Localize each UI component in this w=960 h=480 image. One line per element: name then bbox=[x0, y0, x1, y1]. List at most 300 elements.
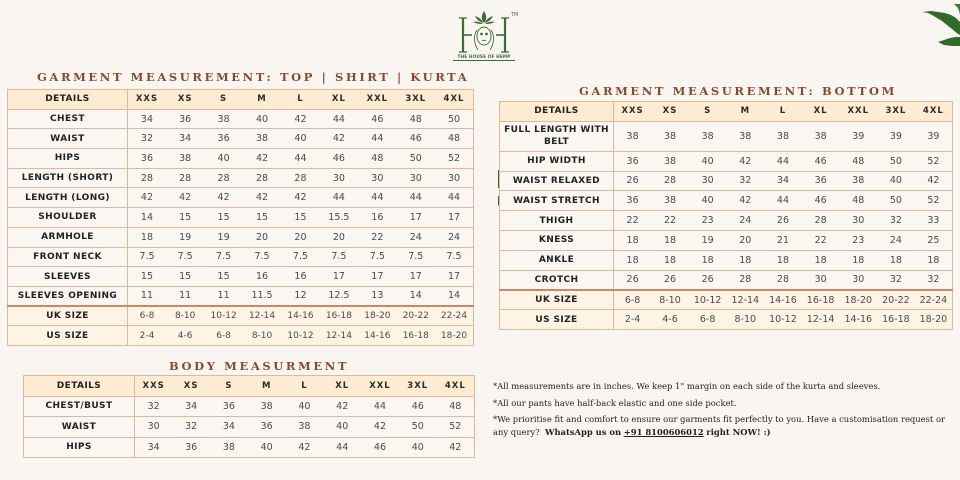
cell-value: 30 bbox=[435, 168, 474, 188]
cell-value: 38 bbox=[614, 121, 652, 151]
cell-value: 44 bbox=[320, 188, 358, 208]
table-row bbox=[8, 267, 474, 287]
cell-value: 24 bbox=[435, 227, 474, 247]
column-header: XS bbox=[172, 376, 210, 397]
cell-value: 42 bbox=[915, 171, 953, 191]
row-label: UK SIZE bbox=[500, 290, 614, 310]
cell-value: 30 bbox=[320, 168, 358, 188]
cell-value: 12.5 bbox=[320, 286, 358, 306]
cell-value: 34 bbox=[764, 171, 802, 191]
column-header: XXL bbox=[358, 90, 396, 110]
column-header: 4XL bbox=[437, 376, 475, 397]
cell-value: 6-8 bbox=[204, 326, 242, 346]
table-row bbox=[8, 286, 474, 306]
cell-value: 16 bbox=[243, 267, 281, 287]
cell-value: 18-20 bbox=[435, 326, 474, 346]
brand-logo bbox=[453, 8, 519, 64]
cell-value: 15 bbox=[204, 267, 242, 287]
cell-value: 22 bbox=[358, 227, 396, 247]
cell-value: 42 bbox=[726, 151, 764, 171]
cell-value: 18 bbox=[726, 250, 764, 270]
cell-value: 40 bbox=[689, 191, 727, 211]
table-row bbox=[8, 247, 474, 267]
size-conversion-row bbox=[500, 290, 953, 310]
cell-value: 42 bbox=[437, 437, 475, 458]
cell-value: 44 bbox=[435, 188, 474, 208]
cell-value: 38 bbox=[243, 129, 281, 149]
cell-value: 28 bbox=[764, 270, 802, 290]
cell-value: 18 bbox=[614, 250, 652, 270]
cell-value: 15.5 bbox=[320, 208, 358, 228]
cell-value: 6-8 bbox=[128, 306, 166, 326]
hemp-leaf-icon bbox=[914, 4, 960, 46]
cell-value: 7.5 bbox=[397, 247, 435, 267]
cell-value: 46 bbox=[361, 437, 399, 458]
cell-value: 14 bbox=[128, 208, 166, 228]
cell-value: 30 bbox=[839, 211, 877, 231]
table-header-row bbox=[8, 90, 474, 110]
cell-value: 30 bbox=[689, 171, 727, 191]
cell-value: 17 bbox=[397, 208, 435, 228]
cell-value: 48 bbox=[839, 151, 877, 171]
bottom-table-body bbox=[500, 121, 953, 329]
cell-value: 38 bbox=[764, 121, 802, 151]
cell-value: 7.5 bbox=[435, 247, 474, 267]
column-header: XXL bbox=[839, 102, 877, 122]
cell-value: 46 bbox=[397, 129, 435, 149]
cell-value: 16-18 bbox=[802, 290, 840, 310]
cell-value: 14-16 bbox=[839, 310, 877, 330]
row-label: WAIST bbox=[24, 417, 135, 438]
cell-value: 52 bbox=[915, 151, 953, 171]
table-row bbox=[500, 151, 953, 171]
cell-value: 7.5 bbox=[358, 247, 396, 267]
table-row bbox=[500, 121, 953, 151]
cell-value: 4-6 bbox=[166, 326, 204, 346]
cell-value: 30 bbox=[397, 168, 435, 188]
cell-value: 38 bbox=[204, 109, 242, 129]
whatsapp-cta-suffix: right NOW! :) bbox=[706, 427, 771, 437]
table-row bbox=[8, 208, 474, 228]
cell-value: 12-14 bbox=[726, 290, 764, 310]
cell-value: 36 bbox=[128, 149, 166, 169]
row-label: HIPS bbox=[8, 149, 128, 169]
cell-value: 30 bbox=[358, 168, 396, 188]
cell-value: 38 bbox=[248, 396, 286, 417]
cell-value: 15 bbox=[243, 208, 281, 228]
cell-value: 36 bbox=[210, 396, 248, 417]
column-header: L bbox=[286, 376, 324, 397]
cell-value: 22-24 bbox=[435, 306, 474, 326]
cell-value: 33 bbox=[915, 211, 953, 231]
cell-value: 40 bbox=[248, 437, 286, 458]
cell-value: 14-16 bbox=[764, 290, 802, 310]
cell-value: 14 bbox=[435, 286, 474, 306]
cell-value: 14-16 bbox=[281, 306, 319, 326]
body-table-body bbox=[24, 396, 475, 458]
cell-value: 50 bbox=[399, 417, 437, 438]
cell-value: 39 bbox=[839, 121, 877, 151]
cell-value: 20-22 bbox=[397, 306, 435, 326]
cell-value: 12-14 bbox=[243, 306, 281, 326]
cell-value: 44 bbox=[358, 188, 396, 208]
row-label: ANKLE bbox=[500, 250, 614, 270]
top-measurement-table bbox=[7, 89, 474, 346]
cell-value: 34 bbox=[128, 109, 166, 129]
cell-value: 20 bbox=[281, 227, 319, 247]
cell-value: 38 bbox=[839, 171, 877, 191]
cell-value: 38 bbox=[651, 121, 689, 151]
column-header: L bbox=[764, 102, 802, 122]
cell-value: 40 bbox=[877, 171, 915, 191]
cell-value: 20 bbox=[726, 230, 764, 250]
cell-value: 28 bbox=[243, 168, 281, 188]
column-header: XS bbox=[651, 102, 689, 122]
cell-value: 16-18 bbox=[320, 306, 358, 326]
cell-value: 42 bbox=[281, 109, 319, 129]
table-row bbox=[500, 211, 953, 231]
cell-value: 44 bbox=[281, 149, 319, 169]
column-header: M bbox=[248, 376, 286, 397]
cell-value: 17 bbox=[435, 267, 474, 287]
row-label: LENGTH (LONG) bbox=[8, 188, 128, 208]
house-of-hemp-logo-icon bbox=[453, 8, 515, 54]
cell-value: 42 bbox=[361, 417, 399, 438]
table-header-row bbox=[500, 102, 953, 122]
cell-value: 16 bbox=[281, 267, 319, 287]
cell-value: 22 bbox=[651, 211, 689, 231]
cell-value: 18 bbox=[839, 250, 877, 270]
cell-value: 16-18 bbox=[877, 310, 915, 330]
cell-value: 42 bbox=[726, 191, 764, 211]
cell-value: 42 bbox=[204, 188, 242, 208]
cell-value: 40 bbox=[286, 396, 324, 417]
cell-value: 46 bbox=[802, 191, 840, 211]
table-row bbox=[500, 191, 953, 211]
column-header: XXS bbox=[135, 376, 173, 397]
table-row bbox=[8, 129, 474, 149]
cell-value: 46 bbox=[320, 149, 358, 169]
table-row bbox=[24, 396, 475, 417]
column-header: M bbox=[243, 90, 281, 110]
cell-value: 11.5 bbox=[243, 286, 281, 306]
row-label: FRONT NECK bbox=[8, 247, 128, 267]
column-header: XXS bbox=[128, 90, 166, 110]
cell-value: 39 bbox=[877, 121, 915, 151]
cell-value: 40 bbox=[204, 149, 242, 169]
cell-value: 15 bbox=[281, 208, 319, 228]
row-label: SLEEVES OPENING bbox=[8, 286, 128, 306]
body-measurement-table bbox=[23, 375, 475, 458]
row-label: HIP WIDTH bbox=[500, 151, 614, 171]
cell-value: 42 bbox=[243, 149, 281, 169]
cell-value: 38 bbox=[689, 121, 727, 151]
cell-value: 44 bbox=[361, 396, 399, 417]
body-measurement-title: BODY MEASURMENT bbox=[169, 359, 350, 373]
cell-value: 2-4 bbox=[614, 310, 652, 330]
cell-value: 38 bbox=[166, 149, 204, 169]
cell-value: 4-6 bbox=[651, 310, 689, 330]
cell-value: 28 bbox=[651, 171, 689, 191]
cell-value: 40 bbox=[399, 437, 437, 458]
cell-value: 7.5 bbox=[204, 247, 242, 267]
cell-value: 36 bbox=[248, 417, 286, 438]
cell-value: 30 bbox=[839, 270, 877, 290]
table-row bbox=[8, 188, 474, 208]
cell-value: 19 bbox=[689, 230, 727, 250]
cell-value: 48 bbox=[437, 396, 475, 417]
cell-value: 7.5 bbox=[320, 247, 358, 267]
size-conversion-row bbox=[500, 310, 953, 330]
cell-value: 50 bbox=[877, 191, 915, 211]
cell-value: 11 bbox=[128, 286, 166, 306]
cell-value: 18-20 bbox=[358, 306, 396, 326]
cell-value: 15 bbox=[166, 208, 204, 228]
column-header: M bbox=[726, 102, 764, 122]
cell-value: 38 bbox=[802, 121, 840, 151]
cell-value: 52 bbox=[437, 417, 475, 438]
cell-value: 18 bbox=[128, 227, 166, 247]
cell-value: 38 bbox=[210, 437, 248, 458]
cell-value: 32 bbox=[135, 396, 173, 417]
cell-value: 11 bbox=[166, 286, 204, 306]
cell-value: 46 bbox=[399, 396, 437, 417]
cell-value: 42 bbox=[286, 437, 324, 458]
cell-value: 14-16 bbox=[358, 326, 396, 346]
size-conversion-row bbox=[8, 306, 474, 326]
column-header: 3XL bbox=[397, 90, 435, 110]
cell-value: 17 bbox=[320, 267, 358, 287]
cell-value: 32 bbox=[877, 270, 915, 290]
cell-value: 6-8 bbox=[614, 290, 652, 310]
cell-value: 30 bbox=[135, 417, 173, 438]
column-header: DETAILS bbox=[8, 90, 128, 110]
cell-value: 18 bbox=[651, 250, 689, 270]
cell-value: 7.5 bbox=[128, 247, 166, 267]
column-header: XL bbox=[320, 90, 358, 110]
column-header: S bbox=[204, 90, 242, 110]
column-header: 3XL bbox=[399, 376, 437, 397]
bottom-measurement-table bbox=[499, 101, 953, 330]
cell-value: 24 bbox=[877, 230, 915, 250]
row-label: THIGH bbox=[500, 211, 614, 231]
table-row bbox=[500, 250, 953, 270]
cell-value: 24 bbox=[726, 211, 764, 231]
cell-value: 18-20 bbox=[915, 310, 953, 330]
cell-value: 26 bbox=[614, 270, 652, 290]
table-row bbox=[24, 417, 475, 438]
cell-value: 17 bbox=[397, 267, 435, 287]
cell-value: 44 bbox=[764, 151, 802, 171]
cell-value: 28 bbox=[128, 168, 166, 188]
cell-value: 18 bbox=[689, 250, 727, 270]
cell-value: 40 bbox=[689, 151, 727, 171]
cell-value: 18 bbox=[764, 250, 802, 270]
row-label: WAIST RELAXED bbox=[500, 171, 614, 191]
cell-value: 28 bbox=[166, 168, 204, 188]
cell-value: 8-10 bbox=[166, 306, 204, 326]
cell-value: 8-10 bbox=[651, 290, 689, 310]
cell-value: 44 bbox=[320, 109, 358, 129]
cell-value: 36 bbox=[802, 171, 840, 191]
cell-value: 48 bbox=[839, 191, 877, 211]
table-row bbox=[8, 227, 474, 247]
cell-value: 34 bbox=[172, 396, 210, 417]
cell-value: 48 bbox=[358, 149, 396, 169]
column-header: DETAILS bbox=[500, 102, 614, 122]
cell-value: 23 bbox=[689, 211, 727, 231]
cell-value: 39 bbox=[915, 121, 953, 151]
table-row bbox=[8, 168, 474, 188]
table-row bbox=[8, 149, 474, 169]
cell-value: 42 bbox=[281, 188, 319, 208]
cell-value: 36 bbox=[614, 151, 652, 171]
column-header: 4XL bbox=[435, 90, 474, 110]
cell-value: 7.5 bbox=[243, 247, 281, 267]
column-header: XL bbox=[802, 102, 840, 122]
cell-value: 10-12 bbox=[764, 310, 802, 330]
cell-value: 52 bbox=[915, 191, 953, 211]
cell-value: 20 bbox=[320, 227, 358, 247]
row-label: SLEEVES bbox=[8, 267, 128, 287]
note-fit bbox=[493, 413, 955, 439]
cell-value: 40 bbox=[243, 109, 281, 129]
cell-value: 19 bbox=[166, 227, 204, 247]
row-label: HIPS bbox=[24, 437, 135, 458]
table-row bbox=[24, 437, 475, 458]
column-header: 3XL bbox=[877, 102, 915, 122]
cell-value: 12-14 bbox=[320, 326, 358, 346]
row-label: US SIZE bbox=[8, 326, 128, 346]
brand-tagline: THE HOUSE OF HEMP bbox=[453, 55, 515, 61]
row-label: FULL LENGTH WITH BELT bbox=[500, 121, 614, 151]
cell-value: 17 bbox=[435, 208, 474, 228]
column-header: XXS bbox=[614, 102, 652, 122]
cell-value: 26 bbox=[689, 270, 727, 290]
size-conversion-row bbox=[8, 326, 474, 346]
cell-value: 13 bbox=[358, 286, 396, 306]
cell-value: 25 bbox=[915, 230, 953, 250]
cell-value: 18 bbox=[802, 250, 840, 270]
column-header: S bbox=[210, 376, 248, 397]
cell-value: 19 bbox=[204, 227, 242, 247]
table-row bbox=[500, 270, 953, 290]
row-label: CHEST/BUST bbox=[24, 396, 135, 417]
column-header: 4XL bbox=[915, 102, 953, 122]
row-label: ARMHOLE bbox=[8, 227, 128, 247]
cell-value: 26 bbox=[651, 270, 689, 290]
column-header: XS bbox=[166, 90, 204, 110]
cell-value: 36 bbox=[614, 191, 652, 211]
note-measurements: *All measurements are in inches. We keep 1" margin on each side of the kurta and sleeves. bbox=[493, 381, 881, 391]
row-label: LENGTH (SHORT) bbox=[8, 168, 128, 188]
cell-value: 7.5 bbox=[166, 247, 204, 267]
cell-value: 28 bbox=[281, 168, 319, 188]
cell-value: 15 bbox=[204, 208, 242, 228]
column-header: XXL bbox=[361, 376, 399, 397]
cell-value: 38 bbox=[726, 121, 764, 151]
cell-value: 46 bbox=[358, 109, 396, 129]
cell-value: 32 bbox=[726, 171, 764, 191]
cell-value: 36 bbox=[172, 437, 210, 458]
cell-value: 28 bbox=[204, 168, 242, 188]
cell-value: 48 bbox=[397, 109, 435, 129]
cell-value: 50 bbox=[435, 109, 474, 129]
row-label: WAIST STRETCH bbox=[500, 191, 614, 211]
cell-value: 42 bbox=[128, 188, 166, 208]
cell-value: 10-12 bbox=[204, 306, 242, 326]
cell-value: 50 bbox=[397, 149, 435, 169]
cell-value: 34 bbox=[135, 437, 173, 458]
cell-value: 8-10 bbox=[243, 326, 281, 346]
bottom-measurement-title: GARMENT MEASUREMENT: BOTTOM bbox=[579, 84, 897, 98]
row-label: US SIZE bbox=[500, 310, 614, 330]
cell-value: 32 bbox=[877, 211, 915, 231]
cell-value: 38 bbox=[651, 191, 689, 211]
cell-value: 38 bbox=[651, 151, 689, 171]
column-header: XL bbox=[323, 376, 361, 397]
whatsapp-cta-prefix: WhatsApp us on bbox=[545, 427, 622, 437]
cell-value: 8-10 bbox=[726, 310, 764, 330]
cell-value: 26 bbox=[764, 211, 802, 231]
cell-value: 34 bbox=[166, 129, 204, 149]
cell-value: 10-12 bbox=[689, 290, 727, 310]
whatsapp-phone-link[interactable]: +91 8100606012 bbox=[623, 427, 704, 437]
cell-value: 2-4 bbox=[128, 326, 166, 346]
cell-value: 42 bbox=[243, 188, 281, 208]
cell-value: 28 bbox=[726, 270, 764, 290]
cell-value: 48 bbox=[435, 129, 474, 149]
cell-value: 18 bbox=[915, 250, 953, 270]
column-header: DETAILS bbox=[24, 376, 135, 397]
row-label: UK SIZE bbox=[8, 306, 128, 326]
cell-value: 44 bbox=[358, 129, 396, 149]
cell-value: 22 bbox=[802, 230, 840, 250]
row-label: KNESS bbox=[500, 230, 614, 250]
column-header: S bbox=[689, 102, 727, 122]
cell-value: 50 bbox=[877, 151, 915, 171]
cell-value: 32 bbox=[128, 129, 166, 149]
cell-value: 15 bbox=[128, 267, 166, 287]
cell-value: 26 bbox=[614, 171, 652, 191]
cell-value: 14 bbox=[397, 286, 435, 306]
cell-value: 22-24 bbox=[915, 290, 953, 310]
top-measurement-title: GARMENT MEASUREMENT: TOP | SHIRT | KURTA bbox=[37, 70, 470, 84]
column-header: L bbox=[281, 90, 319, 110]
cell-value: 18 bbox=[877, 250, 915, 270]
cell-value: 11 bbox=[204, 286, 242, 306]
cell-value: 21 bbox=[764, 230, 802, 250]
cell-value: 40 bbox=[323, 417, 361, 438]
cell-value: 16 bbox=[358, 208, 396, 228]
cell-value: 44 bbox=[764, 191, 802, 211]
table-header-row bbox=[24, 376, 475, 397]
top-table-body bbox=[8, 109, 474, 345]
cell-value: 12-14 bbox=[802, 310, 840, 330]
cell-value: 46 bbox=[802, 151, 840, 171]
cell-value: 20 bbox=[243, 227, 281, 247]
row-label: CROTCH bbox=[500, 270, 614, 290]
cell-value: 10-12 bbox=[281, 326, 319, 346]
cell-value: 52 bbox=[435, 149, 474, 169]
cell-value: 20-22 bbox=[877, 290, 915, 310]
cell-value: 23 bbox=[839, 230, 877, 250]
table-row bbox=[8, 109, 474, 129]
cell-value: 12 bbox=[281, 286, 319, 306]
cell-value: 15 bbox=[166, 267, 204, 287]
cell-value: 38 bbox=[286, 417, 324, 438]
table-row bbox=[500, 171, 953, 191]
